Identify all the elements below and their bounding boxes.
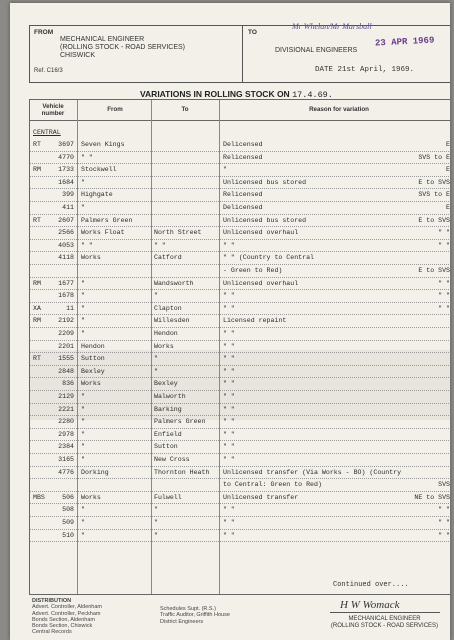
reason-cell: " " (223, 367, 235, 375)
vehicle-number: 2566 (58, 229, 74, 237)
signoff-line: MECHANICAL ENGINEER (348, 616, 421, 622)
garage-code: NE to SVS (414, 493, 450, 501)
to-cell: Enfield (154, 430, 182, 438)
signature-line (330, 612, 440, 613)
garage-code: " " (438, 241, 450, 249)
reason-cell: Delicensed (223, 204, 263, 211)
vehicle-number: 1677 (58, 279, 74, 287)
table-row (30, 478, 450, 490)
section-heading: CENTRAL (33, 129, 61, 136)
table-row (30, 377, 450, 389)
reason-cell: " " (223, 342, 235, 350)
reason-cell: to Central: Green to Red) (223, 481, 322, 489)
garage-code: E to SVS (418, 216, 450, 224)
vehicle-class: RM (33, 279, 41, 287)
vehicle-number: 506 (62, 493, 74, 501)
table-row (30, 188, 450, 200)
table-header (30, 100, 450, 121)
reason-cell: Relicensed (223, 191, 263, 199)
distribution-item: Bonds Section, Chiswick (32, 623, 93, 630)
signoff-block (322, 616, 447, 630)
distribution-list-secondary (160, 606, 230, 625)
to-cell: " (154, 531, 158, 539)
from-cell: " (81, 330, 85, 337)
to-cell: North Street (154, 229, 202, 237)
table-row (30, 390, 450, 402)
reason-cell: Unlicensed bus stored (223, 178, 307, 186)
table-row (30, 415, 450, 427)
from-cell: Seven Kings (81, 141, 125, 148)
to-cell: Works (154, 342, 174, 350)
to-cell: Catford (154, 254, 182, 262)
reason-cell: - Green to Red) (223, 267, 283, 274)
col-vehicle-number: Vehicle number (41, 103, 65, 117)
from-cell: " " (81, 153, 93, 161)
table-row (30, 239, 450, 251)
header-divider (242, 26, 243, 82)
vehicle-class: MBS (33, 493, 45, 501)
signoff-line: (ROLLING STOCK - ROAD SERVICES) (330, 623, 439, 629)
reason-cell: " " (223, 405, 235, 413)
table-row (30, 503, 450, 515)
distribution-list (32, 598, 102, 636)
distribution-item: Traffic Auditor, Griffith House (160, 612, 230, 619)
from-cell: Dorking (81, 468, 109, 476)
reason-cell: " " (223, 418, 235, 426)
vehicle-number: 2848 (58, 367, 74, 375)
vehicle-number: 2384 (58, 443, 74, 451)
vehicle-number: 411 (62, 204, 74, 211)
to-cell: " (154, 506, 158, 514)
table-row (30, 440, 450, 452)
from-cell: " (81, 418, 85, 426)
distribution-item: Bonds Section, Aldenham (32, 616, 95, 623)
vehicle-number: 2129 (58, 393, 74, 400)
from-cell: " (81, 443, 85, 451)
received-stamp: 23 APR 1969 (374, 35, 435, 49)
table-row (30, 314, 450, 326)
vehicle-number: 2221 (58, 405, 74, 413)
from-cell: " (81, 531, 85, 539)
row-rule (30, 541, 450, 542)
reason-cell: Delicensed (223, 141, 263, 148)
garage-code: E (446, 204, 450, 211)
to-cell: Hendon (154, 330, 178, 337)
from-cell: " (81, 393, 85, 400)
reason-cell: Unlicensed transfer (Via Works - BO) (Country (223, 468, 402, 476)
col-reason: Reason for variation (309, 106, 369, 113)
from-line: (ROLLING STOCK - ROAD SERVICES) (60, 44, 185, 51)
vehicle-class: RT (33, 141, 41, 148)
from-line: CHISWICK (60, 52, 95, 59)
reason-cell: " " (223, 393, 235, 400)
from-block (60, 36, 185, 60)
to-cell: " (154, 292, 158, 300)
garage-code: SVS (438, 481, 450, 489)
table-row (30, 428, 450, 440)
to-cell: Wandsworth (154, 279, 194, 287)
reason-cell: " " (223, 241, 235, 249)
garage-code: SVS to E (418, 191, 450, 199)
garage-code: " " (438, 304, 450, 312)
vehicle-number: 3165 (58, 456, 74, 463)
reason-cell: Relicensed (223, 153, 263, 161)
reason-cell: " " (Country to Central (223, 254, 315, 262)
reason-cell: " " (223, 430, 235, 438)
table-row (30, 403, 450, 415)
distribution-item: Advert. Controller, Peckham (32, 610, 101, 617)
reference: Ref. C16/3 (34, 68, 63, 74)
distribution-heading: DISTRIBUTION (32, 598, 72, 604)
from-cell: " (81, 317, 85, 325)
table-row (30, 163, 450, 175)
from-cell: Works (81, 254, 101, 262)
variations-table (29, 99, 450, 595)
vehicle-number: 509 (62, 519, 74, 526)
from-cell: " " (81, 241, 93, 249)
reason-cell: " " (223, 456, 235, 463)
from-cell: " (81, 178, 85, 186)
table-row (30, 151, 450, 163)
from-label: FROM (34, 29, 54, 36)
reason-cell: " " (223, 292, 235, 300)
distribution-item: District Engineers (160, 618, 204, 625)
from-cell: " (81, 506, 85, 514)
table-row (30, 466, 450, 478)
garage-code: SVS to E (418, 153, 450, 161)
to-cell: Clapton (154, 304, 182, 312)
to-cell: Sutton (154, 443, 178, 451)
table-row (30, 289, 450, 301)
vehicle-number: 2280 (58, 418, 74, 426)
reason-cell: " (223, 166, 227, 174)
distribution-item: Central Records (32, 629, 72, 636)
vehicle-number: 2209 (58, 330, 74, 337)
from-cell: " (81, 292, 85, 300)
garage-code: " " (438, 279, 450, 287)
col-to: To (181, 106, 189, 113)
reason-cell: Unlicensed transfer (223, 493, 299, 501)
handwritten-note: Mr Whelan/Mr Marsball (292, 22, 372, 31)
vehicle-number: 2192 (58, 317, 74, 325)
table-row (30, 453, 450, 465)
vehicle-number: 2607 (58, 216, 74, 224)
distribution-item: Advert. Controller, Aldenham (32, 604, 103, 611)
garage-code: E (446, 166, 450, 174)
table-row (30, 302, 450, 314)
from-cell: Works Float (81, 229, 125, 237)
vehicle-number: 1678 (58, 292, 74, 300)
garage-code: E to SVS (418, 178, 450, 186)
to-recipient: DIVISIONAL ENGINEERS (275, 47, 358, 54)
to-cell: " (154, 519, 158, 526)
vehicle-class: RT (33, 216, 41, 224)
vehicle-class: RM (33, 317, 41, 325)
table-row (30, 516, 450, 528)
reason-cell: " " (223, 531, 235, 539)
title-text: VARIATIONS IN ROLLING STOCK ON (140, 89, 290, 99)
vehicle-class: XA (33, 304, 41, 312)
col-from: From (107, 106, 123, 113)
from-cell: Sutton (81, 355, 105, 363)
table-row (30, 327, 450, 339)
table-row (30, 529, 450, 541)
garage-code: " " (438, 506, 450, 514)
memo-header (29, 22, 450, 83)
reason-cell: " " (223, 380, 235, 388)
vehicle-class: RT (33, 355, 41, 363)
reason-cell: " " (223, 355, 235, 363)
vehicle-number: 2978 (58, 430, 74, 438)
from-cell: Works (81, 380, 101, 388)
garage-code: E to SVS (418, 267, 450, 274)
reason-cell: " " (223, 506, 235, 514)
from-cell: " (81, 456, 85, 463)
to-cell: " (154, 367, 158, 375)
to-cell: " " (154, 241, 166, 249)
from-cell: Hendon (81, 342, 105, 350)
distribution-item: Schedules Supt. (R.S.) (160, 606, 216, 612)
vehicle-number: 2201 (58, 342, 74, 350)
to-label: TO (248, 29, 257, 36)
from-cell: Highgate (81, 191, 113, 199)
vehicle-number: 510 (62, 531, 74, 539)
to-cell: Fulwell (154, 493, 182, 501)
to-cell: Palmers Green (154, 418, 206, 426)
memo-date: DATE 21st April, 1969. (315, 66, 415, 74)
vehicle-number: 4118 (58, 254, 74, 262)
signature: H W Womack (340, 599, 400, 611)
garage-code: E (446, 141, 450, 148)
table-row (30, 251, 450, 263)
from-cell: " (81, 519, 85, 526)
vehicle-number: 1733 (58, 166, 74, 174)
vehicle-number: 4053 (58, 241, 74, 249)
to-cell: Barking (154, 405, 182, 413)
table-row (30, 340, 450, 352)
vehicle-number: 836 (62, 380, 74, 388)
table-row (30, 201, 450, 213)
vehicle-number: 508 (62, 506, 74, 514)
from-cell: Palmers Green (81, 216, 133, 224)
to-cell: Bexley (154, 380, 178, 388)
continued-note: Continued over.... (333, 581, 409, 589)
reason-cell: Licensed repaint (223, 317, 287, 325)
table-row (30, 491, 450, 503)
garage-code: " " (438, 292, 450, 300)
to-cell: New Cross (154, 456, 190, 463)
reason-cell: Unlicensed overhaul (223, 279, 299, 287)
vehicle-number: 399 (62, 191, 74, 199)
table-row (30, 226, 450, 238)
to-cell: Thornton Heath (154, 468, 210, 476)
from-cell: " (81, 430, 85, 438)
reason-cell: " " (223, 330, 235, 337)
reason-cell: Unlicensed overhaul (223, 229, 299, 237)
vehicle-number: 11 (66, 304, 74, 312)
vehicle-number: 4776 (58, 468, 74, 476)
vehicle-number: 3697 (58, 141, 74, 148)
to-cell: Willesden (154, 317, 190, 325)
to-cell: Walworth (154, 393, 186, 400)
reason-cell: " " (223, 519, 235, 526)
vehicle-number: 1684 (58, 178, 74, 186)
table-row (30, 176, 450, 188)
reason-cell: Unlicensed bus stored (223, 216, 307, 224)
vehicle-class: RM (33, 166, 41, 174)
from-cell: " (81, 204, 85, 211)
from-cell: Stockwell (81, 166, 117, 174)
from-cell: " (81, 279, 85, 287)
table-row (30, 214, 450, 226)
garage-code: " " (438, 229, 450, 237)
reason-cell: " " (223, 304, 235, 312)
vehicle-number: 1555 (58, 355, 74, 363)
table-row (30, 365, 450, 377)
to-cell: " (154, 355, 158, 363)
from-cell: " (81, 405, 85, 413)
reason-cell: " " (223, 443, 235, 451)
garage-code: " " (438, 519, 450, 526)
garage-code: " " (438, 531, 450, 539)
vehicle-number: 4770 (58, 153, 74, 161)
table-row (30, 264, 450, 276)
title-date: 17.4.69. (292, 90, 333, 100)
table-row (30, 352, 450, 364)
document-page (10, 3, 450, 640)
from-cell: Bexley (81, 367, 105, 375)
from-cell: " (81, 304, 85, 312)
from-cell: Works (81, 493, 101, 501)
from-line: MECHANICAL ENGINEER (60, 36, 145, 43)
table-row (30, 138, 450, 150)
table-row (30, 277, 450, 289)
